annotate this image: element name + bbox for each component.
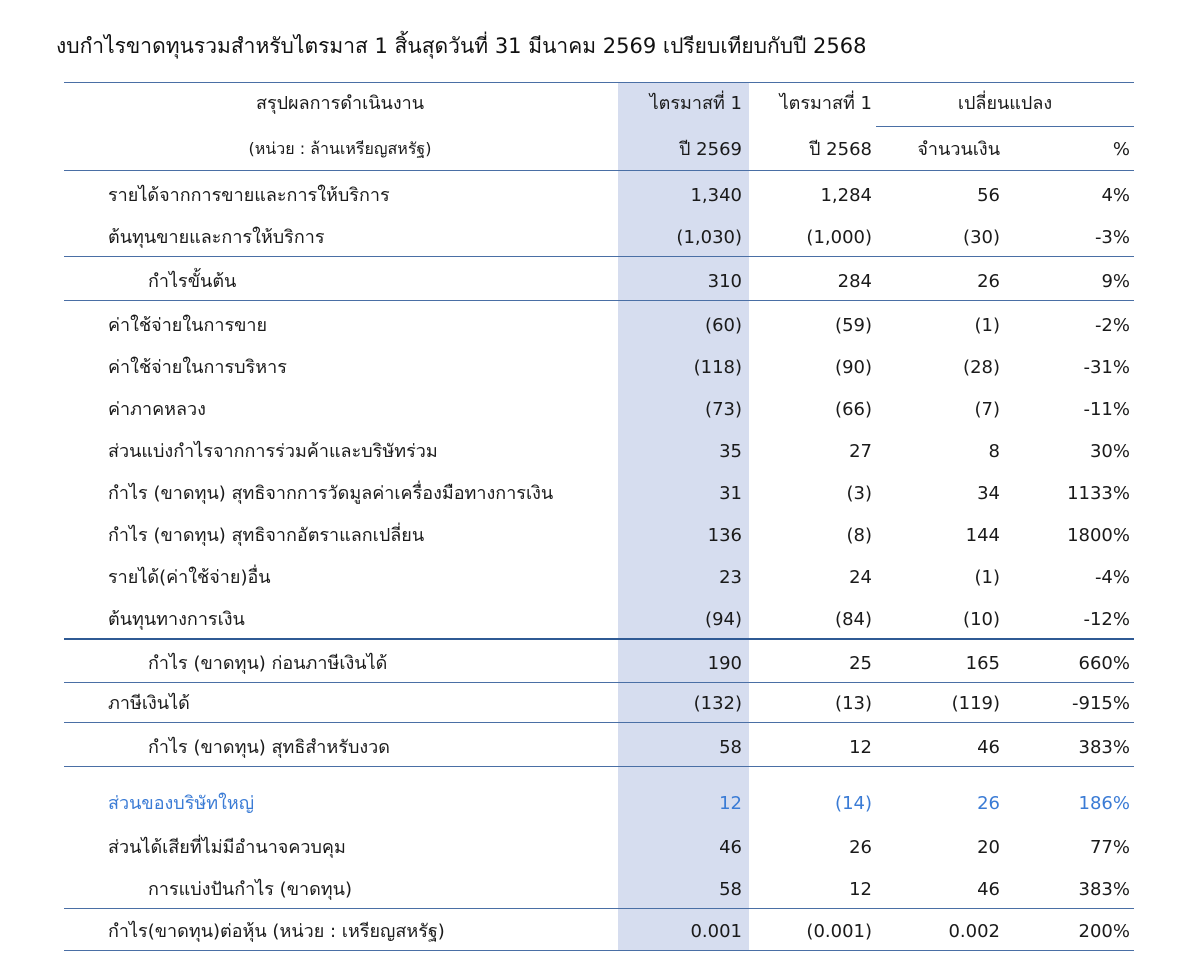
row-value-2568: (3) [846, 483, 872, 504]
row-value-2569: (73) [705, 399, 742, 420]
row-label: ค่าใช้จ่ายในการขาย [108, 315, 268, 336]
row-change-amount: (1) [974, 567, 1000, 588]
row-value-2569: 1,340 [690, 185, 742, 206]
row-label: ส่วนของบริษัทใหญ่ [108, 793, 255, 814]
section-rule [64, 766, 1134, 767]
row-change-amount: 26 [977, 793, 1000, 814]
row-change-amount: (30) [963, 227, 1000, 248]
row-value-2569: 58 [719, 737, 742, 758]
row-value-2569: (1,030) [676, 227, 742, 248]
amount-header: จำนวนเงิน [917, 139, 1000, 160]
row-change-pct: 1800% [1067, 525, 1130, 546]
row-change-amount: (10) [963, 609, 1000, 630]
row-label: ค่าใช้จ่ายในการบริหาร [108, 357, 287, 378]
row-label: ส่วนได้เสียที่ไม่มีอำนาจควบคุม [108, 837, 346, 858]
row-value-2569: 23 [719, 567, 742, 588]
col2-header-line2: ปี 2568 [809, 139, 872, 160]
row-value-2568: 27 [849, 441, 872, 462]
row-value-2568: 24 [849, 567, 872, 588]
row-change-pct: 9% [1101, 271, 1130, 292]
row-value-2568: (59) [835, 315, 872, 336]
row-change-pct: -12% [1083, 609, 1130, 630]
row-value-2569: 310 [707, 271, 742, 292]
row-label: กำไร(ขาดทุน)ต่อหุ้น (หน่วย : เหรียญสหรัฐ) [108, 921, 445, 942]
row-change-pct: 200% [1078, 921, 1130, 942]
row-value-2568: (0.001) [806, 921, 872, 942]
row-value-2569: 31 [719, 483, 742, 504]
row-value-2568: 12 [849, 737, 872, 758]
row-label: กำไร (ขาดทุน) สุทธิสำหรับงวด [148, 737, 390, 758]
row-label: ต้นทุนขายและการให้บริการ [108, 227, 325, 248]
row-change-pct: -4% [1094, 567, 1130, 588]
row-value-2568: 25 [849, 653, 872, 674]
summary-header: สรุปผลการดำเนินงาน [255, 93, 425, 114]
row-value-2568: (13) [835, 693, 872, 714]
row-change-amount: 0.002 [948, 921, 1000, 942]
change-header-rule [876, 126, 1134, 127]
row-change-amount: (28) [963, 357, 1000, 378]
row-change-pct: -11% [1083, 399, 1130, 420]
row-value-2569: 0.001 [690, 921, 742, 942]
row-change-amount: 46 [977, 737, 1000, 758]
row-label: กำไร (ขาดทุน) ก่อนภาษีเงินได้ [148, 653, 388, 674]
row-label: รายได้(ค่าใช้จ่าย)อื่น [108, 567, 271, 588]
section-rule [64, 638, 1134, 640]
row-value-2569: 12 [719, 793, 742, 814]
row-value-2568: 12 [849, 879, 872, 900]
row-value-2568: 1,284 [820, 185, 872, 206]
row-change-amount: (119) [951, 693, 1000, 714]
row-change-amount: 46 [977, 879, 1000, 900]
row-value-2568: 284 [837, 271, 872, 292]
section-rule [64, 300, 1134, 301]
row-label: กำไร (ขาดทุน) สุทธิจากการวัดมูลค่าเครื่องมือทางการเงิน [108, 483, 554, 504]
row-value-2568: (1,000) [806, 227, 872, 248]
row-value-2569: (60) [705, 315, 742, 336]
row-change-pct: 30% [1089, 441, 1130, 462]
row-value-2569: 46 [719, 837, 742, 858]
section-rule [64, 256, 1134, 257]
row-value-2568: (84) [835, 609, 872, 630]
row-label: ต้นทุนทางการเงิน [108, 609, 245, 630]
table-top-rule [64, 82, 1134, 83]
row-change-pct: -3% [1094, 227, 1130, 248]
row-change-pct: 1133% [1067, 483, 1130, 504]
col2-header-line1: ไตรมาสที่ 1 [779, 93, 872, 114]
row-change-amount: 56 [977, 185, 1000, 206]
row-change-pct: 77% [1089, 837, 1130, 858]
table-bottom-rule [64, 950, 1134, 951]
unit-header: (หน่วย : ล้านเหรียญสหรัฐ) [248, 139, 432, 158]
row-change-pct: 660% [1078, 653, 1130, 674]
row-change-pct: -915% [1072, 693, 1130, 714]
section-rule [64, 682, 1134, 683]
row-label: การแบ่งปันกำไร (ขาดทุน) [148, 879, 352, 900]
section-rule [64, 908, 1134, 909]
row-value-2568: (90) [835, 357, 872, 378]
row-change-amount: 26 [977, 271, 1000, 292]
row-change-amount: (7) [974, 399, 1000, 420]
row-change-amount: 144 [965, 525, 1000, 546]
row-label: ค่าภาคหลวง [108, 399, 206, 420]
row-value-2569: (132) [693, 693, 742, 714]
col1-header-line1: ไตรมาสที่ 1 [649, 93, 742, 114]
row-change-pct: -31% [1083, 357, 1130, 378]
pct-header: % [1112, 139, 1130, 160]
row-change-amount: 20 [977, 837, 1000, 858]
row-value-2569: 58 [719, 879, 742, 900]
row-value-2569: 190 [707, 653, 742, 674]
row-change-pct: 383% [1078, 879, 1130, 900]
row-value-2569: (118) [693, 357, 742, 378]
row-value-2569: 136 [707, 525, 742, 546]
row-change-amount: 165 [965, 653, 1000, 674]
row-change-pct: 186% [1078, 793, 1130, 814]
row-value-2569: (94) [705, 609, 742, 630]
row-label: กำไร (ขาดทุน) สุทธิจากอัตราแลกเปลี่ยน [108, 525, 425, 546]
row-value-2568: (66) [835, 399, 872, 420]
row-change-pct: 383% [1078, 737, 1130, 758]
row-label: ส่วนแบ่งกำไรจากการร่วมค้าและบริษัทร่วม [108, 441, 438, 462]
row-label: กำไรขั้นต้น [148, 271, 237, 292]
row-value-2568: (14) [835, 793, 872, 814]
row-change-amount: 34 [977, 483, 1000, 504]
col1-header-line2: ปี 2569 [679, 139, 742, 160]
row-value-2568: 26 [849, 837, 872, 858]
row-value-2569: 35 [719, 441, 742, 462]
row-change-pct: -2% [1094, 315, 1130, 336]
row-change-pct: 4% [1101, 185, 1130, 206]
row-change-amount: (1) [974, 315, 1000, 336]
row-label: ภาษีเงินได้ [108, 693, 190, 714]
row-value-2568: (8) [846, 525, 872, 546]
header-bottom-rule [64, 170, 1134, 171]
change-header: เปลี่ยนแปลง [957, 93, 1053, 114]
page-title: งบกำไรขาดทุนรวมสำหรับไตรมาส 1 สิ้นสุดวันที่ 31 มีนาคม 2569 เปรียบเทียบกับปี 2568 [56, 34, 867, 58]
current-quarter-column-highlight [618, 82, 749, 951]
row-change-amount: 8 [988, 441, 1000, 462]
row-label: รายได้จากการขายและการให้บริการ [108, 185, 390, 206]
section-rule [64, 722, 1134, 723]
